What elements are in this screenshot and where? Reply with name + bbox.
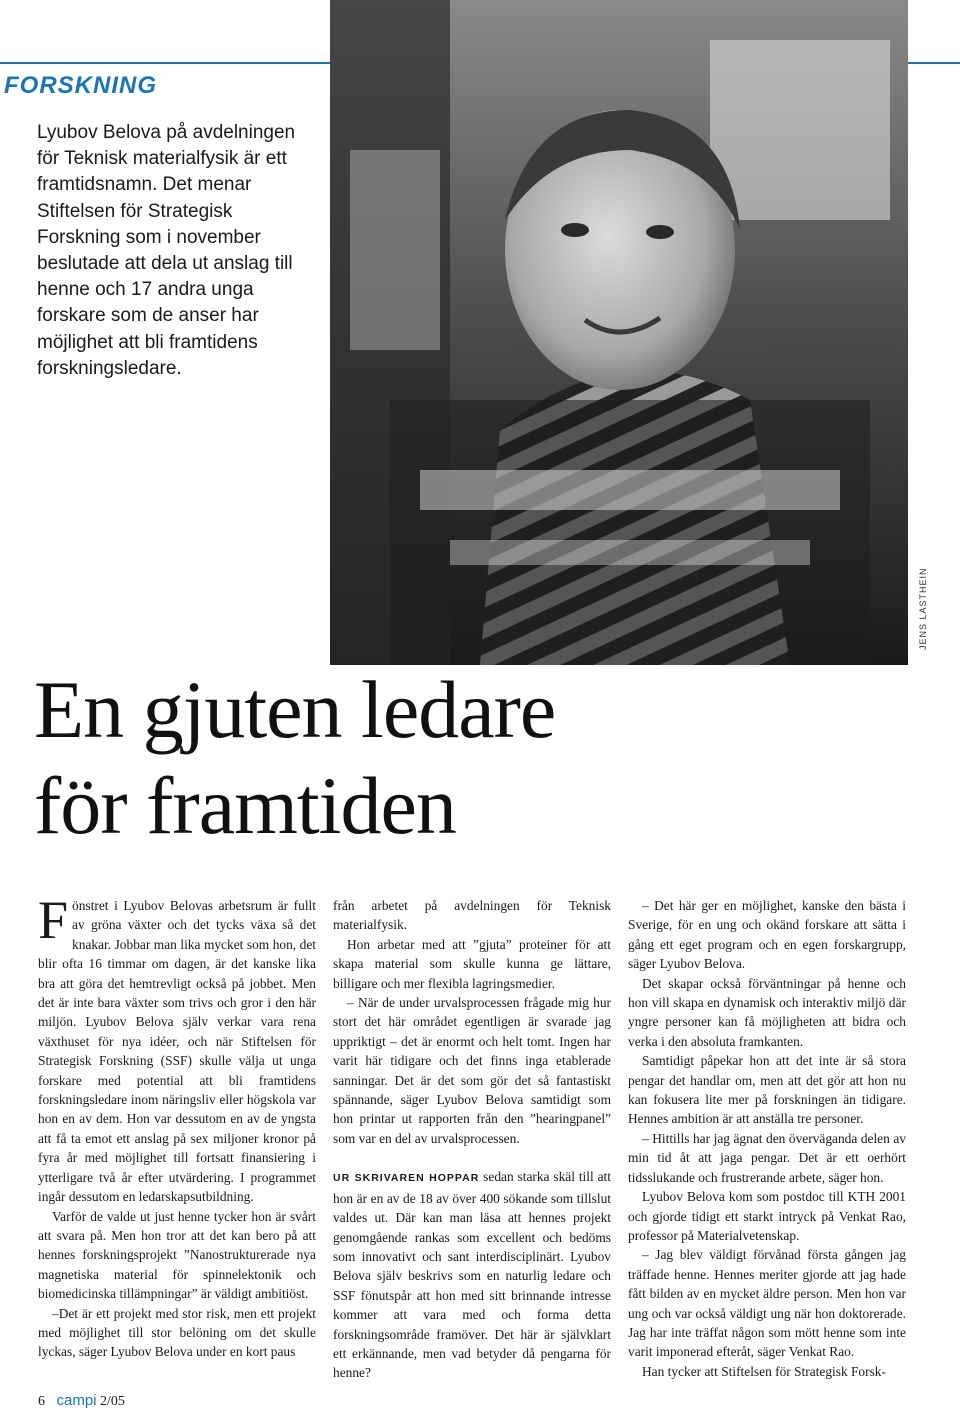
drop-cap: F <box>38 890 69 950</box>
body-paragraph: Varför de valde ut just henne tycker hon är svårt att svara på. Men hon tror att det kan bero på att hennes forskningsprojekt ”Nanostrukturerade nya magnetiska material för spinnelektonik och biomedicinska tillämpningar” är väldigt ambitiöst. <box>38 1208 316 1302</box>
body-text: önstret i Lyubov Belovas arbetsrum är fullt av gröna växter och det tycks växa så det knakar. Jobbar man lika mycket som hon, det blir ofta 16 timmar om dagen, är det kanske lika bra att göra det hemtrevligt också på jobbet. Men det är inte bara växter som trivs och gror i den här miljön. Lyubov Belova själv verkar vara rena växthuset för nya idéer, och när Stiftelsen för Strategisk Forskning (SSF) skulle välja ut unga forskare med potential att bli framtidens forskningsledare inom näringsliv eller högskola var hon en av dem. Hon var dessutom en av de yngsta att få ta emot ett anslag på sex miljoner kronor på fyra år med möjlighet till fortsatt finansiering i ytterligare två år efter utvärdering. I programmet ingår dessutom en ledarskapsutbildning. <box>38 898 316 1205</box>
magazine-name: campi <box>56 1392 97 1409</box>
top-rule-right <box>908 62 960 64</box>
body-paragraph: – Det här ger en möjlighet, kanske den bästa i Sverige, för en ung och okänd forskare att sätta i gång ett eget program och en egen forskargrupp, säger Lyubov Belova. <box>628 898 906 972</box>
body-paragraph: –Det är ett projekt med stor risk, men ett projekt med möjlighet till stor belöning om det skulle lyckas, säger Lyubov Belova under en kort paus <box>38 1305 316 1360</box>
body-paragraph <box>38 890 316 1207</box>
body-paragraph: – När de under urvalsprocessen frågade mig hur stort det här området egentligen är svarade jag uppriktigt – det är enormt och helt tomt. Ingen har varit här tidigare och det finns inga etablerade sanningar. Det är det som gör det så fantastiskt spännande, säger Lyubov Belova samtidigt som hon printar ut rapporten från den ”hearingpanel” som var en del av urvalsprocessen. <box>333 995 611 1146</box>
body-paragraph: Det skapar också förväntningar på henne och hon vill skapa en dynamisk och interaktiv miljö där yngre personer kan få möjligheten att bidra och verka i den absoluta framkanten. <box>628 975 906 1049</box>
intro-text: Lyubov Belova på avdelningen för Teknisk materialfysik är ett framtidsnamn. Det menar Stiftelsen för Strategisk Forskning som i november beslutade att dela ut anslag till henne och 17 andra unga forskare som de anser har möjlighet att bli framtidens forskningsledare. <box>37 122 296 379</box>
body-paragraph: – Hittills har jag ägnat den överväganda delen av min tid åt att jaga pengar. Det är ett oerhört tidsslukande och frustrerande arbete, säger hon. <box>628 1130 906 1185</box>
body-paragraph: Lyubov Belova kom som postdoc till KTH 2001 och gjorde tidigt ett starkt intryck på Venkat Rao, professor på Materialvetenskap. <box>628 1189 906 1243</box>
photo-credit: JENS LASTHEIN <box>918 567 928 650</box>
headline-line-1: En gjuten ledare <box>34 664 556 755</box>
section-label: FORSKNING <box>4 72 157 99</box>
page-number: 6 <box>38 1394 45 1409</box>
headline-line-2: för framtiden <box>34 760 456 851</box>
top-rule-left <box>0 62 330 64</box>
body-column-3 <box>628 896 906 1381</box>
body-paragraph: – Jag blev väldigt förvånad första gången jag träffade henne. Hennes meriter gjorde att jag hade fått bilden av en mycket äldre person. Men hon var ung och var också väldigt ung när hon doktorerade. Jag har inte träffat någon som mött henne som inte varit imponerad efteråt, säger Venkat Rao. <box>628 1247 906 1360</box>
body-paragraph: Han tycker att Stiftelsen för Strategisk Forsk- <box>642 1363 886 1379</box>
body-paragraph: Samtidigt påpekar hon att det inte är så stora pengar det handlar om, men att det gör att hon nu kan fokusera lite mer på forskningen än tidigare. Hennes ambition är att anställa tre personer. <box>628 1053 906 1127</box>
issue-number: 2/05 <box>100 1394 125 1409</box>
body-paragraph: Hon arbetar med att ”gjuta” proteiner för att skapa material som skulle kunna ge lättare, billigare och mer flexibla lagringsmedier. <box>333 936 611 991</box>
body-text: sedan starka skäl till att hon är en av de 18 av över 400 sökande som tillslut valdes ut. Där kan man läsa att hennes projekt genomgående rankas som excellent och bedöms som innovativt och sant interdisciplinärt. Lyubov Belova själv beskrivs som en naturlig ledare och SSF fönutspår att hon med sitt brinnande intresse kommer att vara med och forma detta forskningsområde framöver. Det här är självklart ett erkännande, men vad betyder då pengarna för henne? <box>333 1169 611 1381</box>
headline <box>34 662 894 854</box>
portrait-photo <box>330 0 908 665</box>
page-footer <box>38 1392 125 1410</box>
body-paragraph: från arbetet på avdelningen för Teknisk materialfysik. <box>333 898 611 933</box>
body-column-2 <box>333 896 611 1383</box>
body-column-1 <box>38 890 316 1362</box>
run-in-heading: UR SKRIVAREN HOPPAR <box>333 1172 480 1185</box>
body-paragraph <box>333 1167 611 1382</box>
